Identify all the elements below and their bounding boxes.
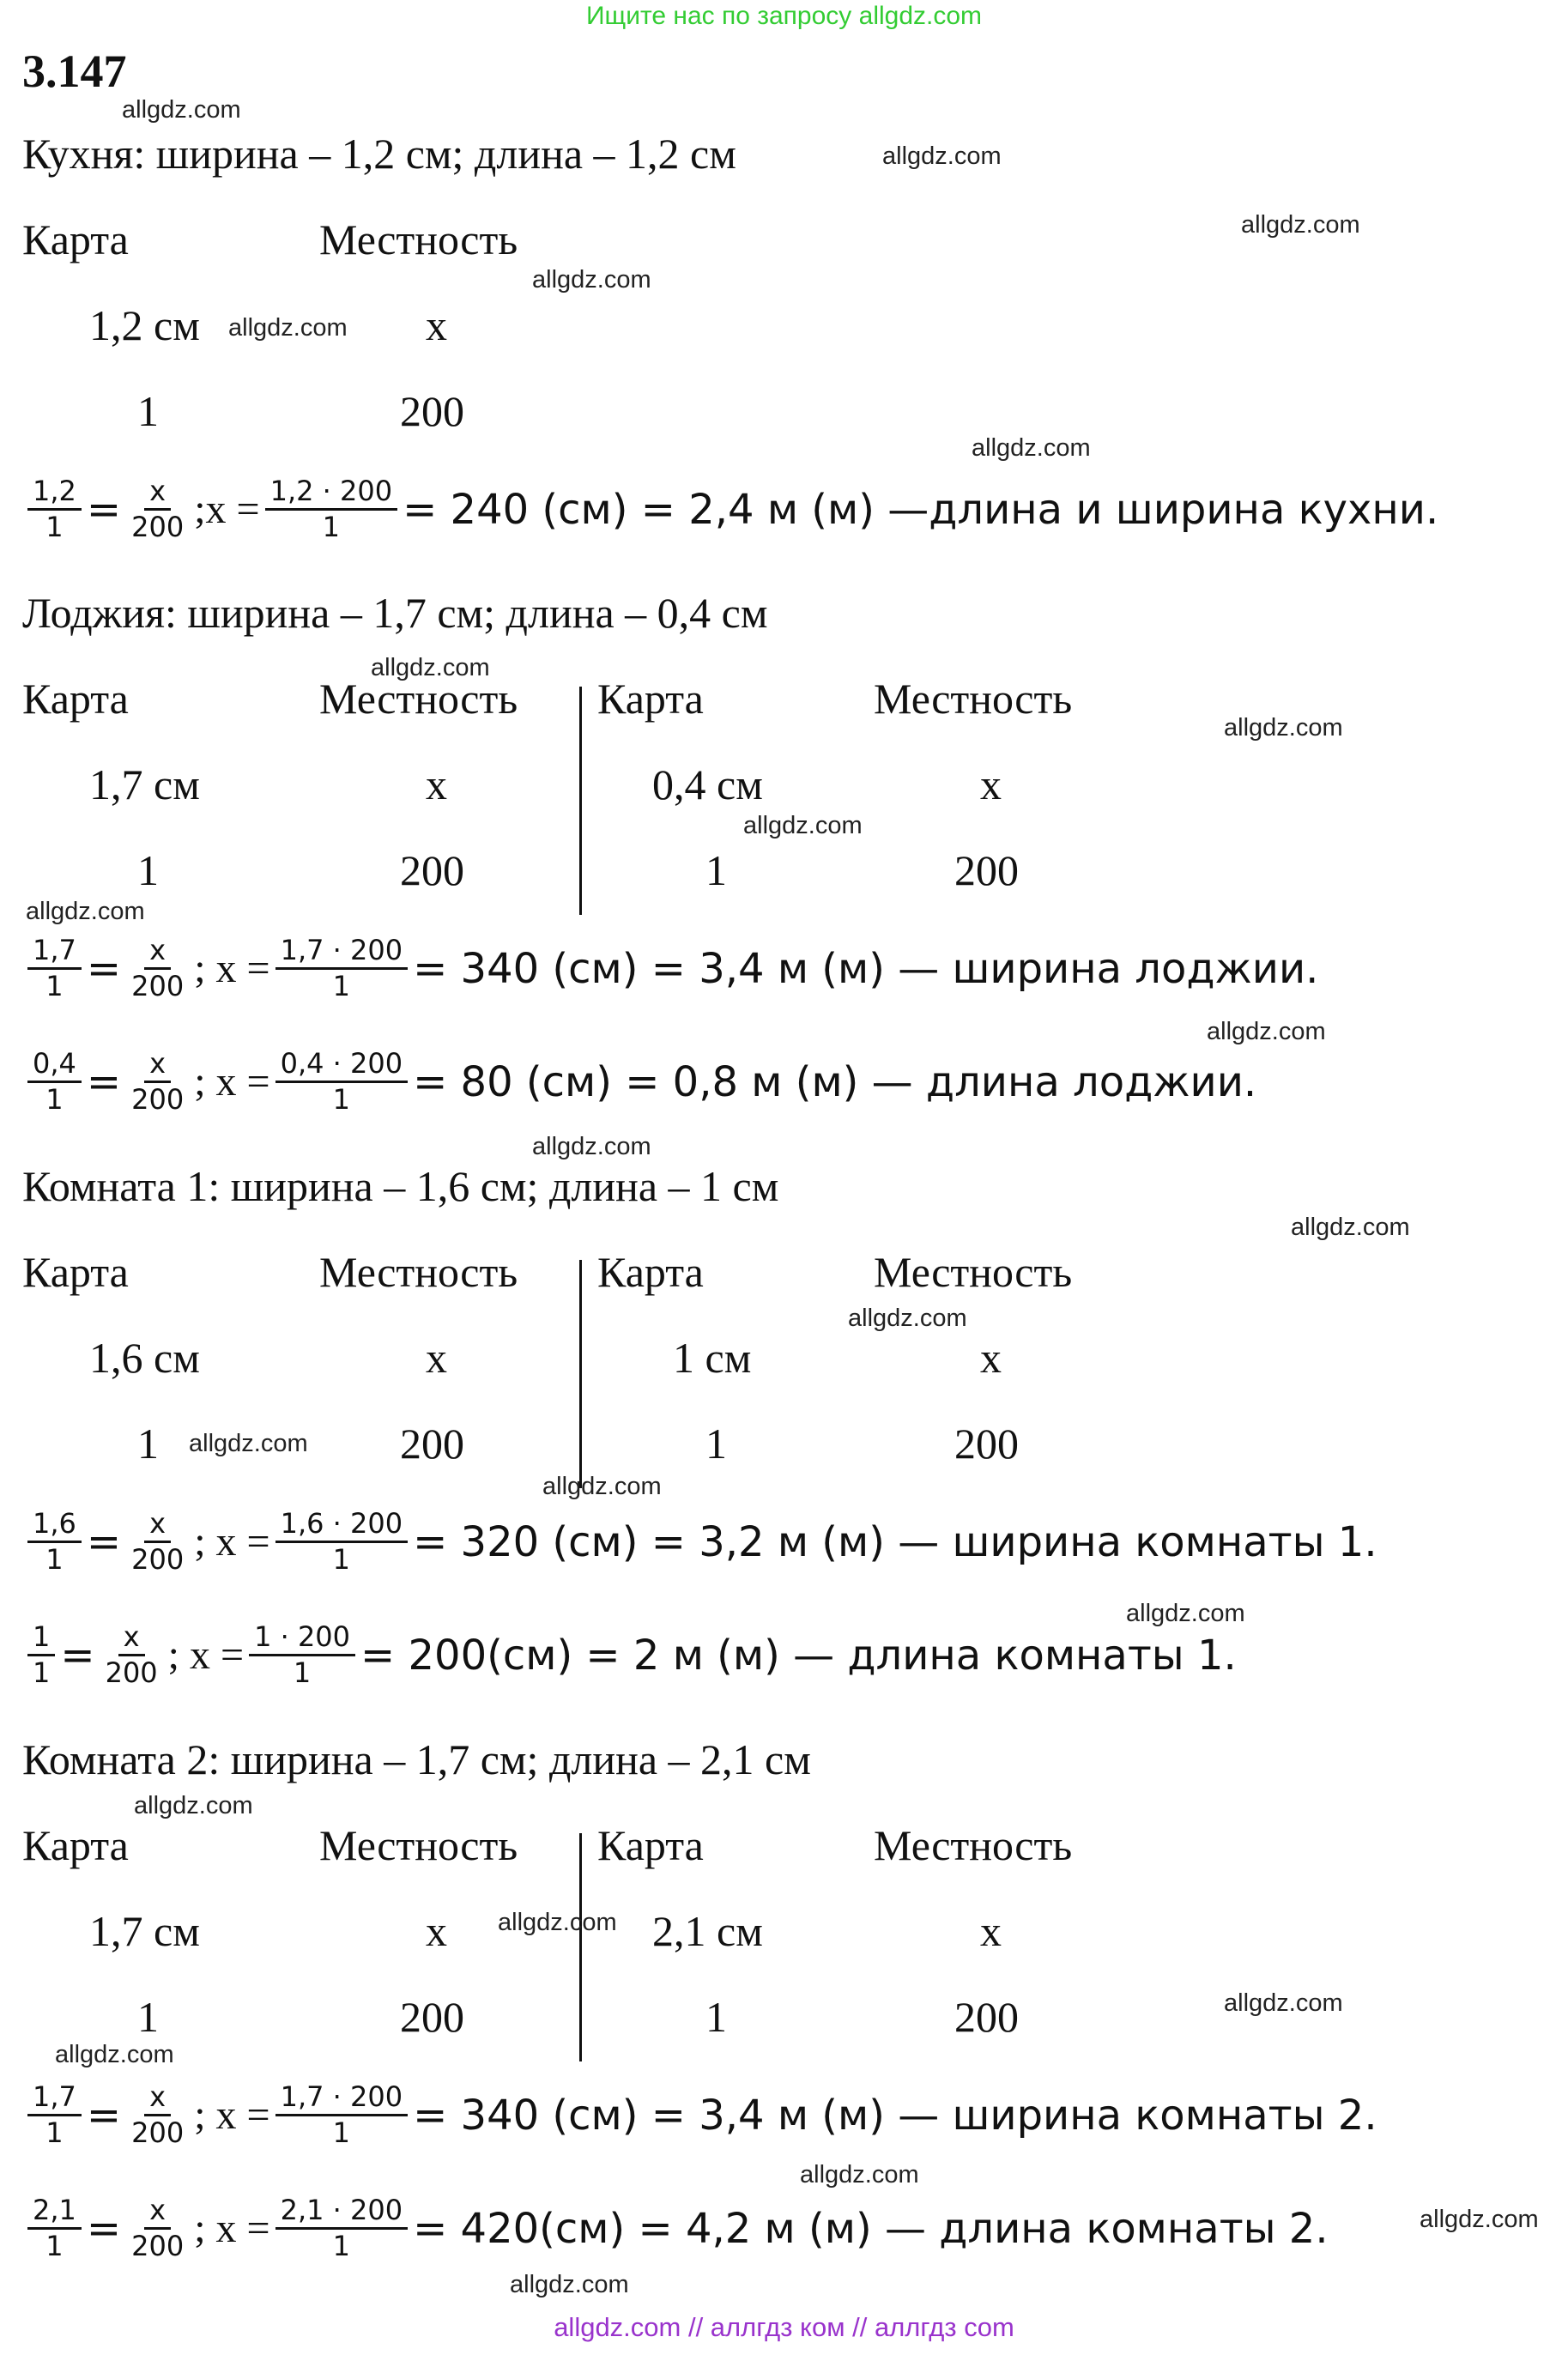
watermark: allgdz.com: [1207, 1018, 1326, 1045]
map-scale: 1: [137, 846, 159, 894]
fraction-numerator: x: [144, 935, 171, 970]
col-header-map: Карта: [597, 675, 704, 723]
map-scale: 1: [137, 1993, 159, 2041]
col-header-terrain: Местность: [319, 1248, 518, 1296]
fraction-numerator: 1,7 · 200: [275, 2082, 408, 2116]
equation-loggia-length: [22, 1049, 1256, 1115]
col-header-map: Карта: [22, 675, 129, 723]
fraction-numerator: 0,4 · 200: [275, 1049, 408, 1083]
terrain-scale: 200: [954, 846, 1019, 894]
col-header-terrain: Местность: [874, 1248, 1073, 1296]
map-scale: 1: [705, 846, 727, 894]
equation-result: = 240 (см) = 2,4 м (м) —длина и ширина кухни.: [403, 485, 1439, 534]
equation-room1-length: [22, 1622, 1237, 1688]
terrain-scale: 200: [954, 1993, 1019, 2041]
map-scale: 1: [705, 1420, 727, 1468]
fraction-numerator: 0,4: [27, 1049, 82, 1083]
terrain-value: x: [980, 1907, 1002, 1955]
fraction-denominator: 1: [33, 1656, 51, 1690]
fraction-numerator: 1,6 · 200: [275, 1509, 408, 1543]
fraction-numerator: x: [144, 476, 171, 511]
fraction-numerator: x: [118, 1622, 145, 1656]
watermark: allgdz.com: [55, 2041, 174, 2068]
fraction-numerator: 2,1: [27, 2195, 82, 2230]
fraction-denominator: 200: [131, 1543, 185, 1577]
fraction-denominator: 200: [131, 511, 185, 544]
equation-result: = 80 (см) = 0,8 м (м) — длина лоджии.: [413, 1057, 1257, 1106]
col-header-map: Карта: [22, 1821, 129, 1869]
equation-room1-width: [22, 1509, 1377, 1575]
equation-separator: ; x =: [194, 1519, 270, 1565]
watermark: allgdz.com: [800, 2161, 919, 2189]
table-divider: [579, 687, 582, 915]
col-header-terrain: Местность: [319, 215, 518, 263]
fraction-denominator: 200: [131, 2116, 185, 2150]
equation-kitchen: [22, 476, 1438, 542]
equation-result: = 420(см) = 4,2 м (м) — длина комнаты 2.: [413, 2204, 1329, 2253]
table-divider: [579, 1260, 582, 1488]
col-header-map: Карта: [22, 215, 129, 263]
terrain-scale: 200: [954, 1420, 1019, 1468]
watermark: allgdz.com: [882, 142, 1002, 170]
terrain-value: x: [426, 1334, 447, 1382]
fraction-denominator: 1: [322, 511, 341, 544]
watermark: allgdz.com: [532, 266, 651, 294]
watermark: allgdz.com: [189, 1430, 308, 1457]
watermark: allgdz.com: [743, 812, 863, 839]
col-header-map: Карта: [597, 1821, 704, 1869]
fraction-numerator: 1,7: [27, 935, 82, 970]
equation-separator: ; x =: [194, 1059, 270, 1105]
col-header-terrain: Местность: [319, 675, 518, 723]
col-header-map: Карта: [597, 1248, 704, 1296]
equals-sign: =: [86, 2204, 122, 2253]
terrain-value: x: [426, 301, 447, 349]
terrain-value: x: [426, 1907, 447, 1955]
equals-sign: =: [86, 944, 122, 993]
map-value: 1,2 см: [89, 301, 200, 349]
equation-result: = 340 (см) = 3,4 м (м) — ширина комнаты 2.: [413, 2091, 1377, 2140]
equation-loggia-width: [22, 935, 1318, 1002]
watermark: allgdz.com: [848, 1305, 967, 1332]
fraction-denominator: 1: [45, 2230, 64, 2263]
map-value: 0,4 см: [652, 760, 763, 808]
fraction-numerator: x: [144, 1509, 171, 1543]
fraction-denominator: 1: [293, 1656, 312, 1690]
equation-separator: ; x =: [194, 2206, 270, 2252]
terrain-scale: 200: [400, 1420, 464, 1468]
fraction-denominator: 1: [45, 970, 64, 1003]
fraction-denominator: 1: [45, 1543, 64, 1577]
fraction-numerator: x: [144, 1049, 171, 1083]
watermark: allgdz.com: [510, 2271, 629, 2298]
fraction-denominator: 1: [45, 2116, 64, 2150]
equals-sign: =: [86, 2091, 122, 2140]
watermark: allgdz.com: [1224, 714, 1343, 742]
equals-sign: =: [86, 1057, 122, 1106]
watermark: allgdz.com: [122, 96, 241, 124]
map-scale: 1: [705, 1993, 727, 2041]
fraction-numerator: 1,2 · 200: [265, 476, 397, 511]
equation-room2-width: [22, 2082, 1377, 2148]
watermark: allgdz.com: [1126, 1600, 1245, 1627]
fraction-denominator: 1: [45, 1083, 64, 1117]
fraction-numerator: x: [144, 2082, 171, 2116]
fraction-numerator: 1,6: [27, 1509, 82, 1543]
col-header-terrain: Местность: [319, 1821, 518, 1869]
watermark: allgdz.com: [972, 434, 1091, 462]
map-value: 1,7 см: [89, 1907, 200, 1955]
col-header-terrain: Местность: [874, 1821, 1073, 1869]
map-value: 2,1 см: [652, 1907, 763, 1955]
terrain-value: x: [426, 760, 447, 808]
fraction-numerator: 2,1 · 200: [275, 2195, 408, 2230]
equation-separator: ; x =: [167, 1632, 245, 1679]
equals-sign: =: [86, 485, 122, 534]
fraction-denominator: 200: [131, 970, 185, 1003]
room2-heading: Комната 2: ширина – 1,7 см; длина – 2,1 см: [22, 1735, 811, 1783]
equation-result: = 340 (см) = 3,4 м (м) — ширина лоджии.: [413, 944, 1319, 993]
terrain-value: x: [980, 1334, 1002, 1382]
watermark: allgdz.com: [228, 314, 348, 342]
fraction-numerator: 1 · 200: [249, 1622, 355, 1656]
watermark: allgdz.com: [1224, 1989, 1343, 2017]
equals-sign: =: [86, 1517, 122, 1566]
col-header-terrain: Местность: [874, 675, 1073, 723]
fraction-denominator: 1: [332, 1543, 351, 1577]
terrain-scale: 200: [400, 846, 464, 894]
fraction-denominator: 1: [332, 2230, 351, 2263]
watermark: allgdz.com: [134, 1792, 253, 1819]
loggia-heading: Лоджия: ширина – 1,7 см; длина – 0,4 см: [22, 589, 768, 637]
map-scale: 1: [137, 1420, 159, 1468]
watermark: allgdz.com: [542, 1473, 662, 1500]
col-header-map: Карта: [22, 1248, 129, 1296]
equation-separator: ; x =: [194, 2092, 270, 2139]
equation-room2-length: [22, 2195, 1329, 2261]
fraction-numerator: 1,2: [27, 476, 82, 511]
watermark: allgdz.com: [371, 654, 490, 681]
fraction-denominator: 200: [131, 1083, 185, 1117]
map-value: 1,7 см: [89, 760, 200, 808]
room1-heading: Комната 1: ширина – 1,6 см; длина – 1 см: [22, 1162, 779, 1210]
map-scale: 1: [137, 387, 159, 435]
equation-separator: ;x =: [194, 487, 260, 533]
watermark: allgdz.com: [1241, 211, 1360, 239]
task-number: 3.147: [22, 45, 127, 97]
fraction-denominator: 1: [332, 1083, 351, 1117]
equation-separator: ; x =: [194, 946, 270, 992]
top-banner: Ищите нас по запросу allgdz.com: [585, 2, 983, 30]
equals-sign: =: [60, 1631, 95, 1680]
terrain-scale: 200: [400, 387, 464, 435]
footer-links: allgdz.com // аллгдз ком // аллгдз com: [554, 2312, 1014, 2342]
fraction-denominator: 1: [332, 970, 351, 1003]
equation-result: = 200(см) = 2 м (м) — длина комнаты 1.: [360, 1631, 1237, 1680]
fraction-denominator: 1: [45, 511, 64, 544]
table-divider: [579, 1833, 582, 2061]
watermark: allgdz.com: [26, 898, 145, 925]
kitchen-heading: Кухня: ширина – 1,2 см; длина – 1,2 см: [22, 130, 736, 178]
equation-result: = 320 (см) = 3,2 м (м) — ширина комнаты 1.: [413, 1517, 1377, 1566]
watermark: allgdz.com: [532, 1133, 651, 1160]
fraction-denominator: 1: [332, 2116, 351, 2150]
fraction-numerator: 1,7: [27, 2082, 82, 2116]
fraction-numerator: x: [144, 2195, 171, 2230]
fraction-numerator: 1: [27, 1622, 55, 1656]
terrain-value: x: [980, 760, 1002, 808]
fraction-denominator: 200: [105, 1656, 158, 1690]
fraction-denominator: 200: [131, 2230, 185, 2263]
watermark: allgdz.com: [1420, 2206, 1539, 2233]
watermark: allgdz.com: [1291, 1214, 1410, 1241]
watermark: allgdz.com: [498, 1909, 617, 1936]
terrain-scale: 200: [400, 1993, 464, 2041]
fraction-numerator: 1,7 · 200: [275, 935, 408, 970]
map-value: 1 см: [673, 1334, 752, 1382]
map-value: 1,6 см: [89, 1334, 200, 1382]
